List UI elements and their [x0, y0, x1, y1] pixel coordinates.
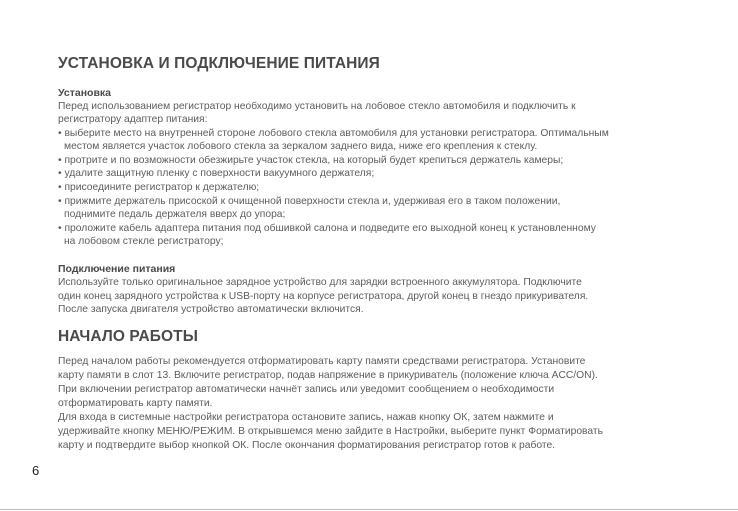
section-title-getting-started: НАЧАЛО РАБОТЫ	[58, 328, 199, 345]
text-line: карту и подтвердите выбор кнопкой ОК. После окончания форматирования регистратор готов к работе.	[58, 440, 556, 451]
text-line: При включении регистратор автоматически начнёт запись или уведомит сообщением о необходимости	[58, 384, 555, 395]
text-line: Для входа в системные настройки регистратора остановите запись, нажав кнопку ОК, затем нажмите и	[58, 412, 554, 423]
text-line: После запуска двигателя устройство автоматически включится.	[58, 304, 364, 315]
text-line: один конец зарядного устройства к USB-порту на корпусе регистратора, другой конец в гнездо прикуривателя.	[58, 291, 589, 302]
bullet-item: • прижмите держатель присоской к очищенной поверхности стекла и, удерживая его в таком положении,	[58, 196, 561, 207]
bullet-item: • выберите место на внутренней стороне лобового стекла автомобиля для установки регистратора. Оптимальным	[58, 128, 609, 139]
section-title-installation: УСТАНОВКА И ПОДКЛЮЧЕНИЕ ПИТАНИЯ	[58, 55, 380, 72]
text-line: регистратору адаптер питания:	[58, 114, 208, 125]
text-line: удерживайте кнопку МЕНЮ/РЕЖИМ. В открывшемся меню зайдите в Настройки, выберите пункт Форматировать	[58, 426, 603, 437]
subheading-power: Подключение питания	[58, 263, 176, 275]
bullet-continuation: поднимите педаль держателя вверх до упора;	[64, 209, 286, 220]
bullet-item: • присоедините регистратор к держателю;	[58, 182, 260, 193]
bullet-continuation: местом является участок лобового стекла за зеркалом заднего вида, ниже его крепления к стеклу.	[64, 141, 538, 152]
bullet-item: • протрите и по возможности обезжирьте участок стекла, на который будет крепиться держатель камеры;	[58, 155, 564, 166]
bullet-item: • удалите защитную пленку с поверхности вакуумного держателя;	[58, 168, 375, 179]
text-line: отформатировать карту памяти.	[58, 398, 213, 409]
page-number: 6	[32, 463, 40, 478]
text-line: карту памяти в слот 13. Включите регистратор, подав напряжение в прикуриватель (положение ключа ACC/ON).	[58, 370, 598, 381]
subheading-install: Установка	[58, 87, 111, 99]
bullet-item: • проложите кабель адаптера питания под обшивкой салона и подведите его выходной конец к установленному	[58, 223, 596, 234]
text-line: Перед использованием регистратор необходимо установить на лобовое стекло автомобиля и подключить к	[58, 101, 576, 112]
bullet-continuation: на лобовом стекле регистратору;	[64, 236, 224, 247]
text-line: Перед началом работы рекомендуется отформатировать карту памяти средствами регистратора. Установите	[58, 356, 586, 367]
bottom-divider	[0, 509, 738, 510]
text-line: Используйте только оригинальное зарядное устройство для зарядки встроенного аккумулятора. Подключите	[58, 277, 582, 288]
